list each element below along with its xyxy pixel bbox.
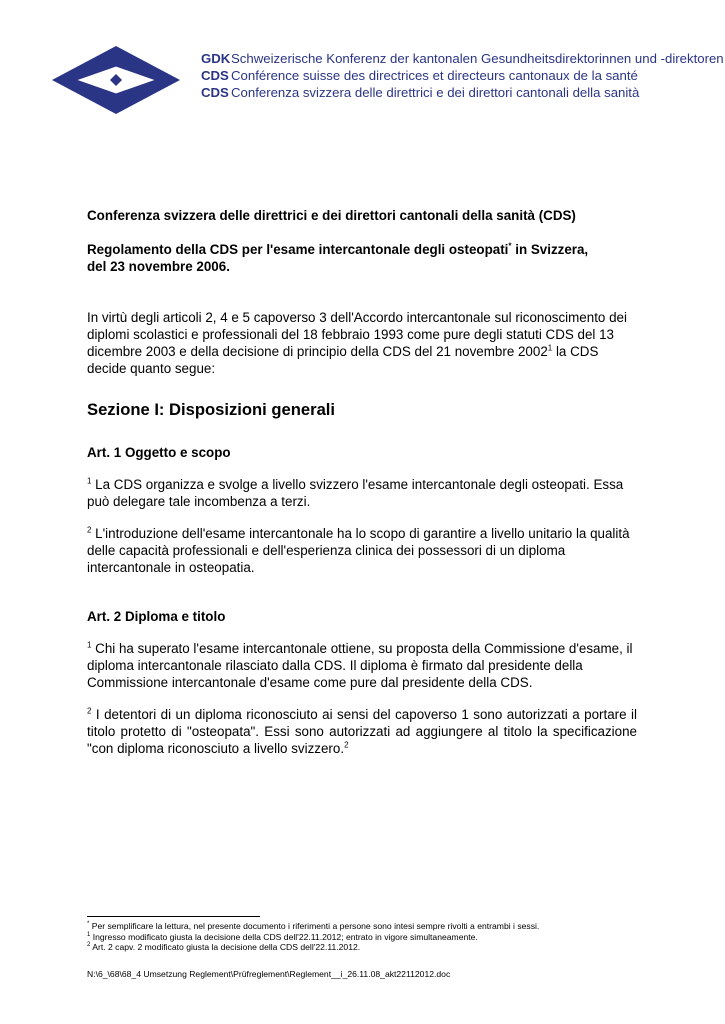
header-line-gdk [201,50,724,67]
article-1-paragraph-1 [87,476,637,510]
article-2-paragraph-2 [87,706,637,757]
paragraph-text: Chi ha superato l'esame intercantonale ottiene, su proposta della Commissione d'esame, il diploma intercantonale rilasciato dalla CDS. Il diploma è firmato dal presidente della Commissione intercantonale d'esame come pure dal presidente della CDS. [87,641,633,690]
preamble-text: la CDS decide quanto segue: [87,344,599,376]
footnote [87,921,647,932]
footnote-mark: 2 [87,942,91,949]
paragraph-text: L'introduzione dell'esame intercantonale ha lo scopo di garantire a livello unitario la qualità delle capacità professionali e dell'esperienza clinica dei possessori di un diploma intercantonale in osteopatia. [87,526,630,575]
footnote-text: Per semplificare la lettura, nel presente documento i riferimenti a persone sono intesi sempre rivolti a entrambi i sessi. [89,921,540,931]
org-title: Conferenza svizzera delle direttrici e dei direttori cantonali della sanità (CDS) [87,208,576,223]
article-2-paragraph-1 [87,640,637,691]
footnote [87,942,647,953]
footnotes [87,921,647,953]
paragraph-text: La CDS organizza e svolge a livello svizzero l'esame intercantonale degli osteopati. Essa può delegare tale incombenza a terzi. [87,477,624,509]
document-body [87,207,637,757]
paragraph-number: 2 [87,525,92,535]
cds-logo [52,44,180,116]
regulation-title-text: in Svizzera, [511,242,589,257]
header-abbr: GDK [201,51,231,66]
footnote-text: Ingresso modificato giusta la decisione della CDS dell'22.11.2012; entrato in vigore simultaneamente. [90,931,478,942]
footnote-ref: * [508,241,512,251]
header-text: Schweizerische Konferenz der kantonalen Gesundheitsdirektorinnen und -direktoren [231,51,724,66]
footnote-text: Art. 2 capv. 2 modificato giusta la decisione della CDS dell'22.11.2012. [90,942,361,953]
section-title: Sezione I: Disposizioni generali [87,400,336,419]
footnote-mark: * [87,921,90,928]
preamble [87,309,637,377]
header-abbr: CDS [201,68,229,83]
paragraph-number: 2 [87,706,92,716]
file-path: N:\6_\68\68_4 Umsetzung Reglement\Prüfreglement\Reglement__i_26.11.08_akt22112012.doc [87,969,451,979]
header-text: Conférence suisse des directrices et directeurs cantonaux de la santé [231,68,638,83]
regulation-date: del 23 novembre 2006. [87,259,230,274]
paragraph-text: I detentori di un diploma riconosciuto ai sensi del capoverso 1 sono autorizzati a portare il titolo protetto di "osteopata". Essi sono autorizzati ad aggiungere al titolo la specificazione "con diploma riconosciuto a livello svizzero. [87,707,637,756]
footnote-ref: 2 [344,740,349,750]
article-1-title: Art. 1 Oggetto e scopo [87,445,231,460]
footnote [87,932,647,943]
paragraph-number: 1 [87,640,92,650]
regulation-title [87,241,637,275]
regulation-title-text: Regolamento della CDS per l'esame intercantonale degli osteopati [87,242,509,257]
footnote-divider [87,916,260,917]
preamble-text: In virtù degli articoli 2, 4 e 5 capoverso 3 dell'Accordo intercantonale sul riconoscimento dei diplomi scolastici e professionali del 18 febbraio 1993 come pure degli statuti CDS del 13 dicembre 2003 e della decisione di principio della CDS del 21 novembre 2002 [87,310,627,359]
header-line-cds-fr [201,67,724,84]
header-line-cds-it [201,84,724,101]
organization-header [201,50,724,101]
article-2-title: Art. 2 Diploma e titolo [87,609,226,624]
article-1-paragraph-2 [87,525,637,576]
header-abbr: CDS [201,85,229,100]
footnote-ref: 1 [547,343,553,353]
header-text: Conferenza svizzera delle direttrici e dei direttori cantonali della sanità [231,85,640,100]
paragraph-number: 1 [87,476,92,486]
footnote-mark: 1 [87,931,91,938]
